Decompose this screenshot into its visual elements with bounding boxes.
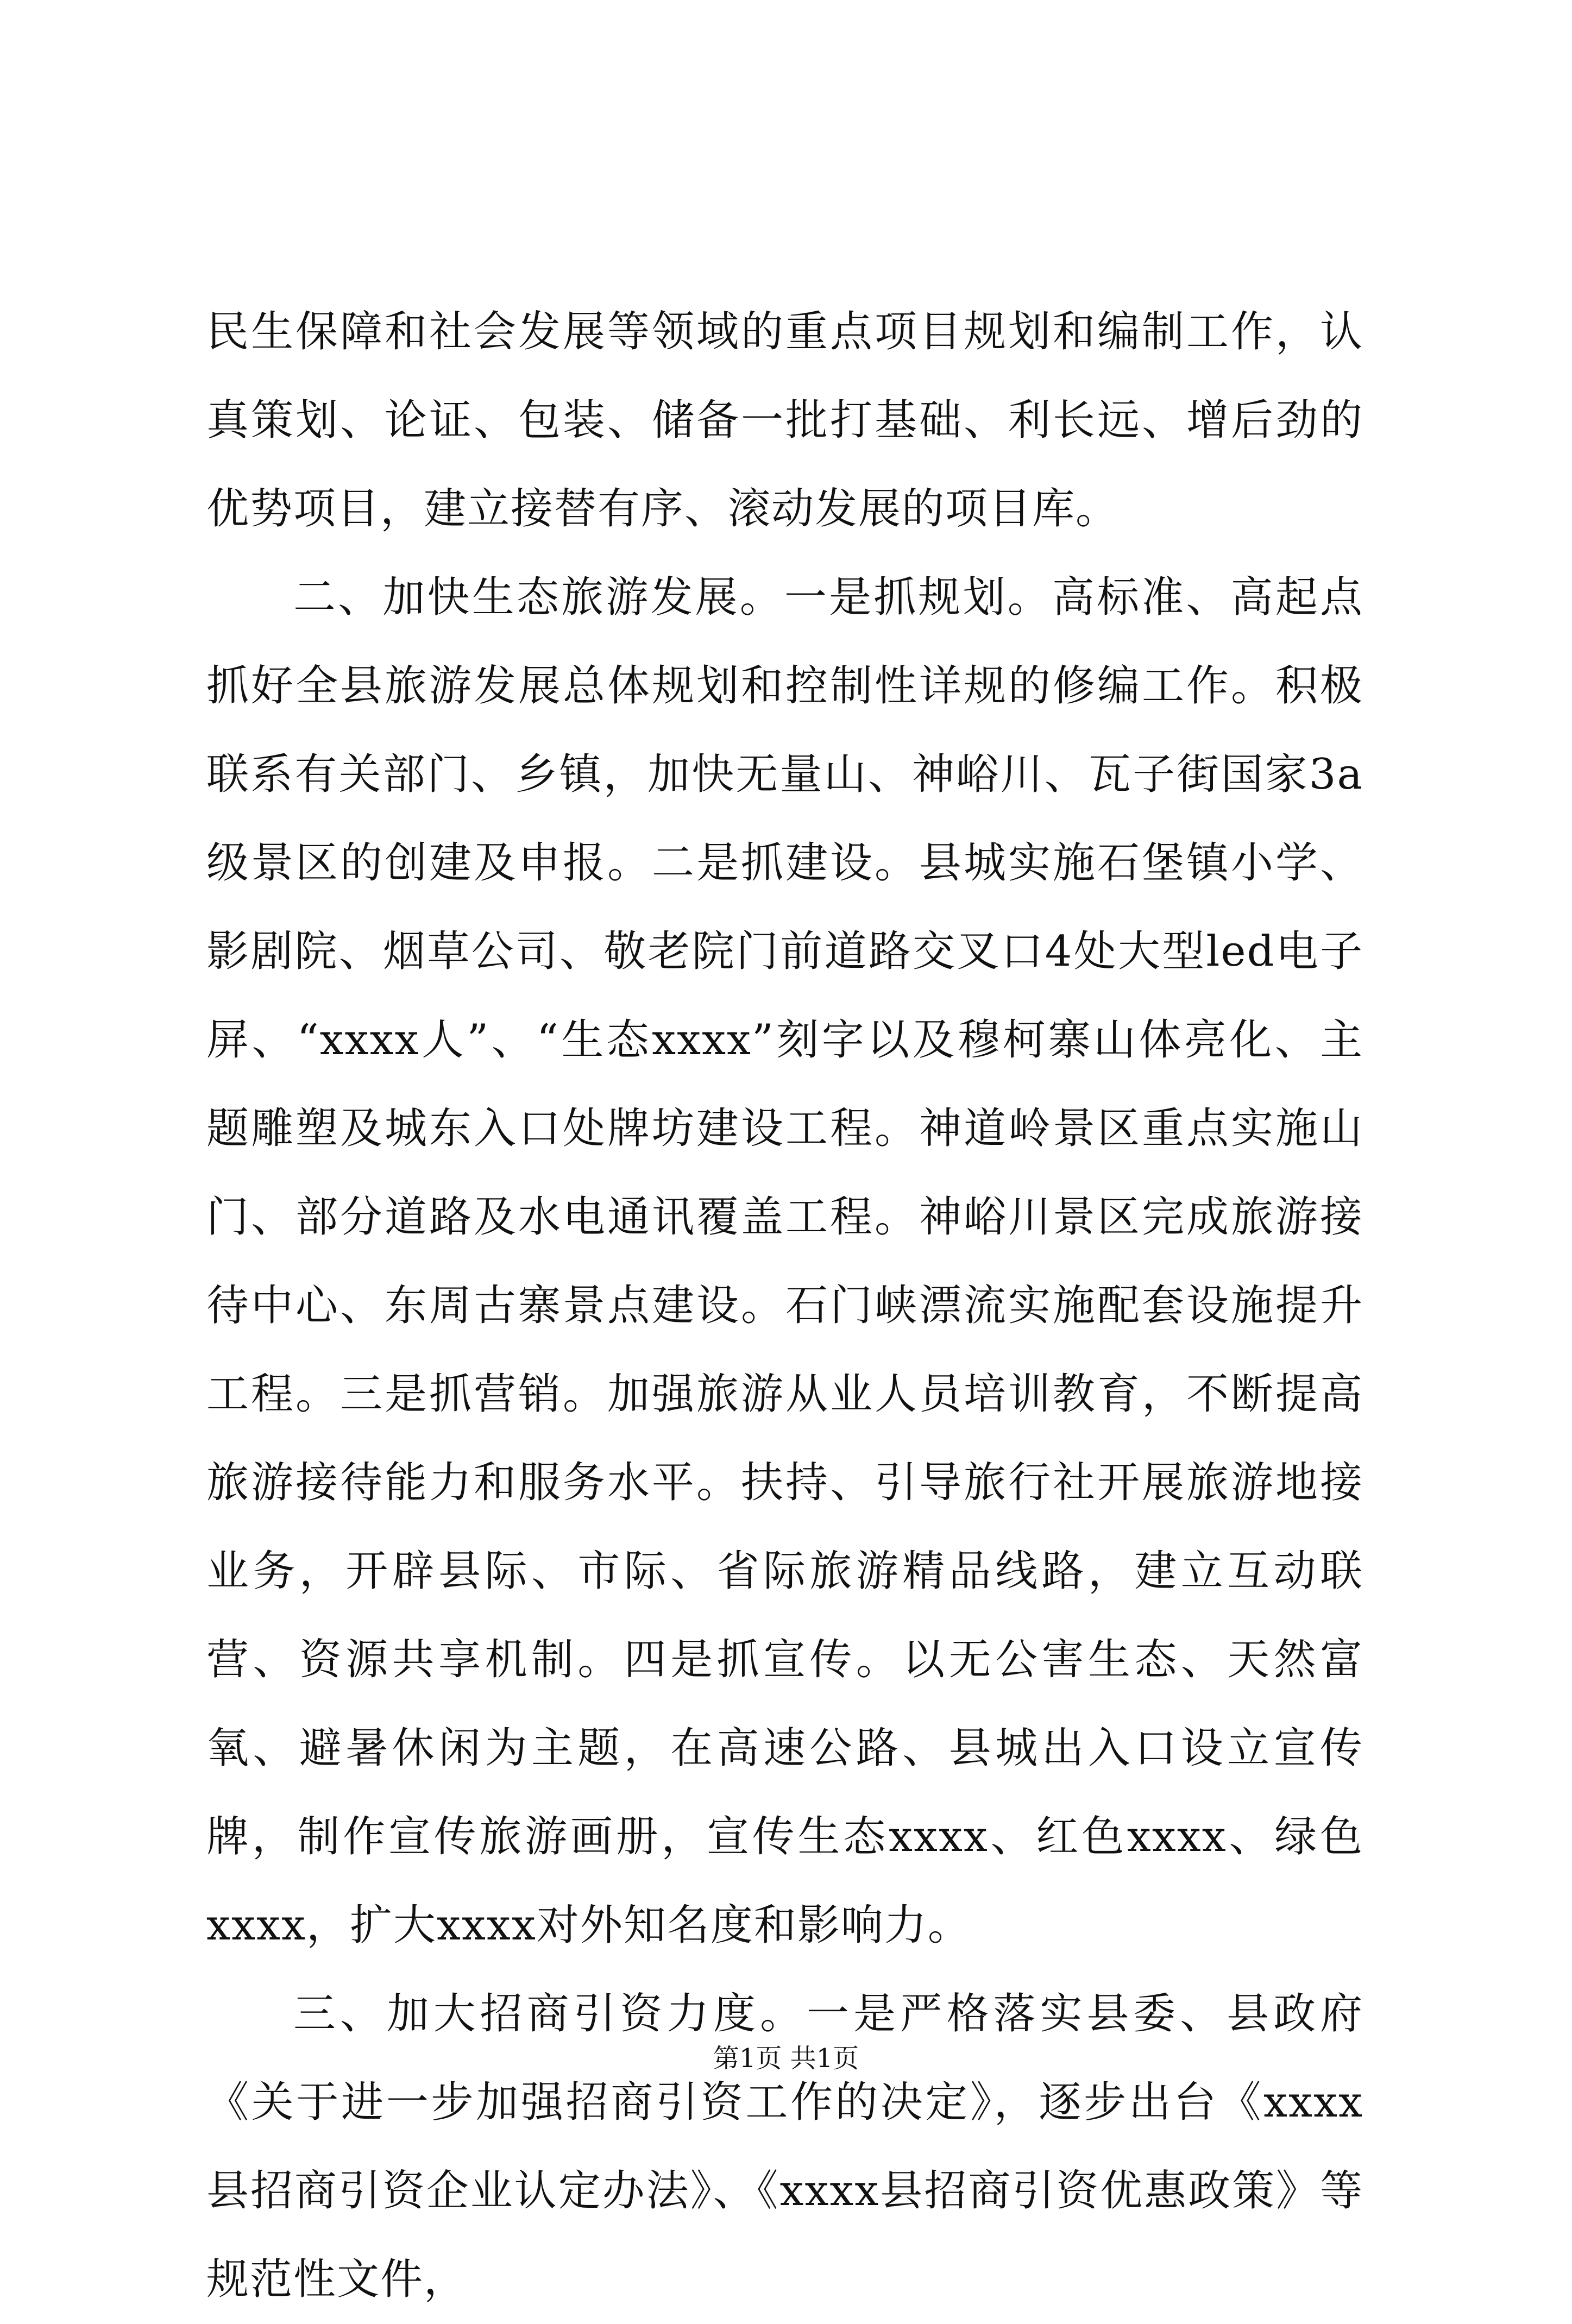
paragraph-ecotourism: 二、加快生态旅游发展。一是抓规划。高标准、高起点抓好全县旅游发展总体规划和控制性详规的修编工作。积极联系有关部门、乡镇，加快无量山、神峪川、瓦子街国家3a级景区的创建及申报。二是抓建设。县城实施石堡镇小学、影剧院、烟草公司、敬老院门前道路交叉口4处大型led电子屏、“xxxx人”、“生态xxxx”刻字以及穆柯寨山体亮化、主题雕塑及城东入口处牌坊建设工程。神道岭景区重点实施山门、部分道路及水电通讯覆盖工程。神峪川景区完成旅游接待中心、东周古寨景点建设。石门峡漂流实施配套设施提升工程。三是抓营销。加强旅游从业人员培训教育，不断提高旅游接待能力和服务水平。扶持、引导旅行社开展旅游地接业务，开辟县际、市际、省际旅游精品线路，建立互动联营、资源共享机制。四是抓宣传。以无公害生态、天然富氧、避暑休闲为主题，在高速公路、县城出入口设立宣传牌，制作宣传旅游画册，宣传生态xxxx、红色xxxx、绿色xxxx，扩大xxxx对外知名度和影响力。 [206, 573, 1363, 1950]
page-footer: 第1页 共1页 [713, 2043, 859, 2074]
document-body [206, 288, 1363, 2324]
paragraph-investment: 三、加大招商引资力度。一是严格落实县委、县政府《关于进一步加强招商引资工作的决定》，逐步出台《xxxx县招商引资企业认定办法》、《xxxx县招商引资优惠政策》等规范性文件， [206, 1989, 1363, 2304]
paragraph-continued: 民生保障和社会发展等领域的重点项目规划和编制工作，认真策划、论证、包装、储备一批打基础、利长远、增后劲的优势项目，建立接替有序、滚动发展的项目库。 [206, 307, 1363, 533]
